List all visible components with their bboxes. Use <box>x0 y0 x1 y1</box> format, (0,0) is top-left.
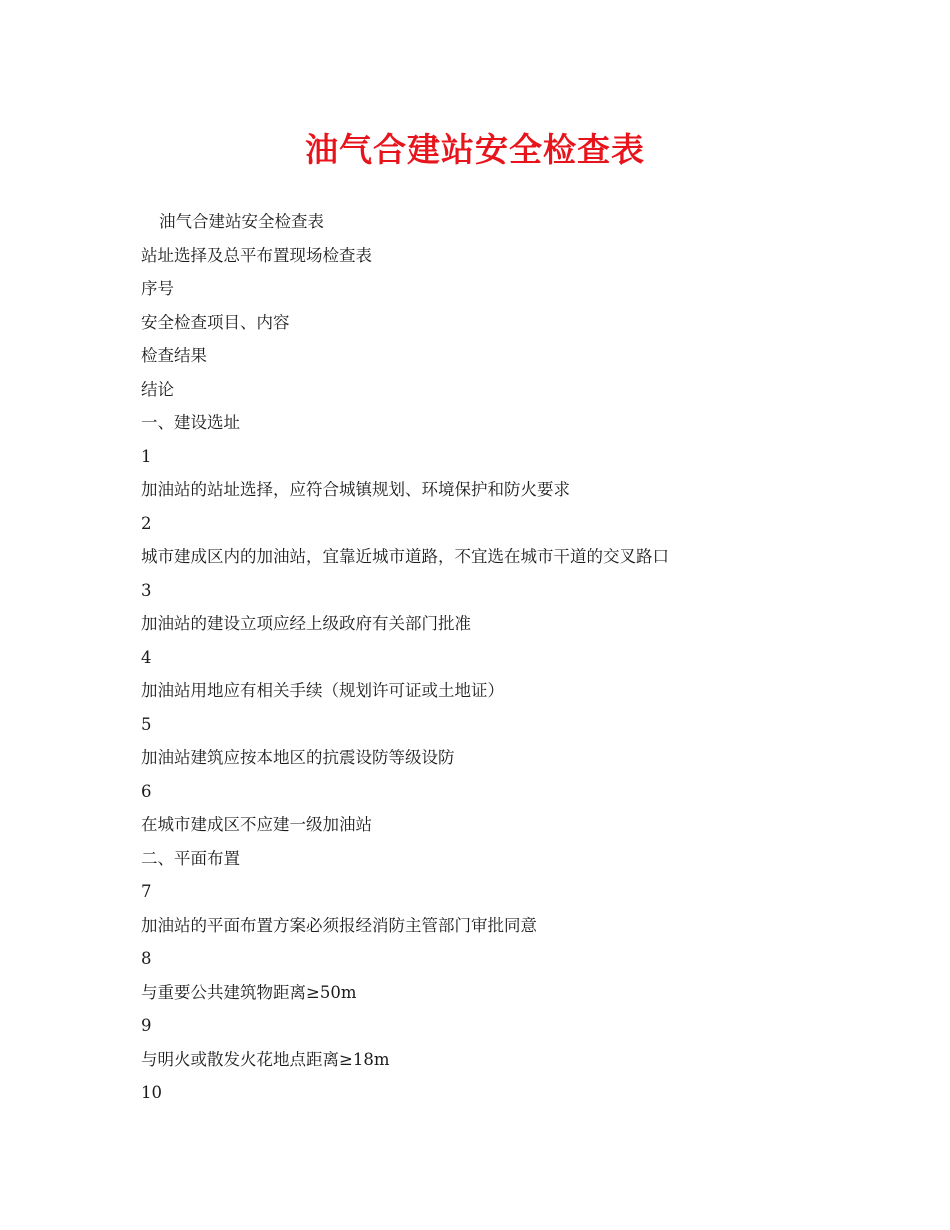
item-text: 与重要公共建筑物距离≥50m <box>141 982 357 1002</box>
table-name-line: 站址选择及总平布置现场检查表 <box>141 245 372 265</box>
item-text: 加油站的站址选择，应符合城镇规划、环境保护和防火要求 <box>141 480 570 499</box>
item-number: 2 <box>141 513 152 533</box>
section-heading-site-selection: 一、建设选址 <box>141 413 240 432</box>
column-header-conclusion: 结论 <box>141 379 174 399</box>
document-title: 油气合建站安全检查表 <box>305 130 645 169</box>
column-header-result: 检查结果 <box>141 346 207 365</box>
item-number: 3 <box>141 580 152 600</box>
item-number: 8 <box>141 949 152 968</box>
item-number: 9 <box>141 1016 152 1035</box>
item-number: 4 <box>141 647 152 667</box>
item-number: 5 <box>141 714 152 734</box>
section-heading-layout: 二、平面布置 <box>141 848 240 868</box>
item-text: 加油站的平面布置方案必须报经消防主管部门审批同意 <box>141 915 537 935</box>
item-text: 在城市建成区不应建一级加油站 <box>141 815 372 834</box>
item-number: 1 <box>141 446 152 466</box>
item-text: 与明火或散发火花地点距离≥18m <box>141 1049 390 1069</box>
item-text: 加油站用地应有相关手续（规划许可证或土地证） <box>141 681 504 700</box>
column-header-number: 序号 <box>141 279 174 298</box>
column-header-item: 安全检查项目、内容 <box>141 312 290 332</box>
item-number: 10 <box>141 1083 162 1102</box>
item-number: 6 <box>141 781 152 801</box>
item-text: 加油站建筑应按本地区的抗震设防等级设防 <box>141 748 455 767</box>
item-text: 加油站的建设立项应经上级政府有关部门批准 <box>141 614 471 633</box>
item-text: 城市建成区内的加油站，宜靠近城市道路，不宜选在城市干道的交叉路口 <box>141 547 669 566</box>
subtitle-line: 油气合建站安全检查表 <box>159 212 324 231</box>
item-number: 7 <box>141 882 152 901</box>
document-body <box>141 205 901 1110</box>
